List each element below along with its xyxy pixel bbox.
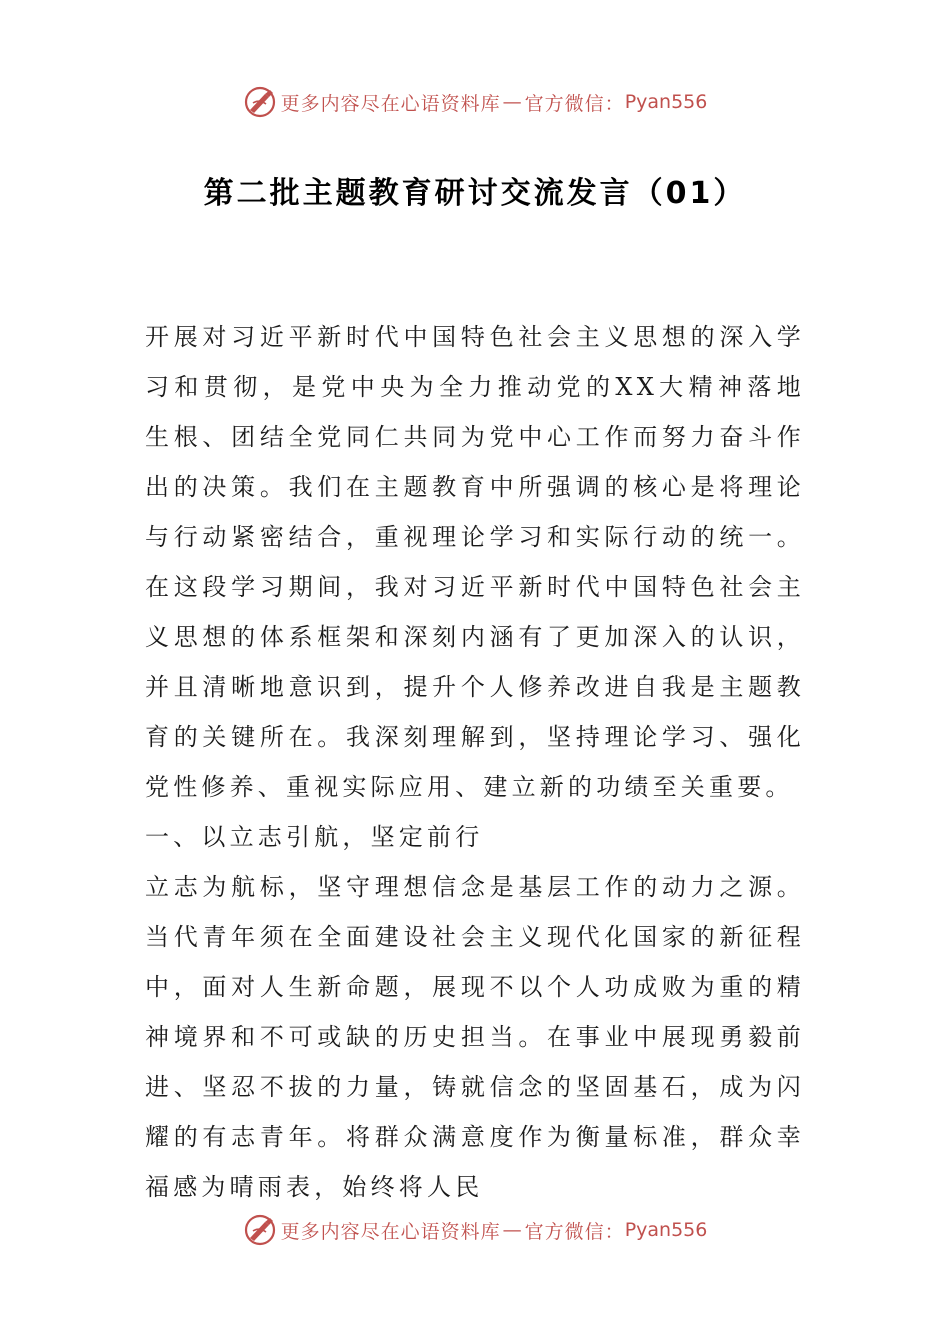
footer-banner	[0, 1210, 950, 1250]
banner-text: 更多内容尽在心语资料库	[280, 1220, 501, 1243]
pen-logo-icon	[243, 85, 277, 119]
banner-dash: —	[502, 1219, 523, 1241]
intro-paragraph: 开展对习近平新时代中国特色社会主义思想的深入学习和贯彻，是党中央为全力推动党的XX大精神落地生根、团结全党同仁共同为党中心工作而努力奋斗作出的决策。我们在主题教育中所强调的核心是将理论与行动紧密结合，重视理论学习和实际行动的统一。在这段学习期间，我对习近平新时代中国特色社会主义思想的体系框架和深刻内涵有了更加深入的认识，并且清晰地意识到，提升个人修养改进自我是主题教育的关键所在。我深刻理解到，坚持理论学习、强化党性修养、重视实际应用、建立新的功绩至关重要。	[145, 323, 805, 801]
banner-dash: —	[502, 91, 523, 113]
section-1-paragraph: 立志为航标，坚守理想信念是基层工作的动力之源。当代青年须在全面建设社会主义现代化国家的新征程中，面对人生新命题，展现不以个人功成败为重的精神境界和不可或缺的历史担当。在事业中展现勇毅前进、坚忍不拔的力量，铸就信念的坚固基石，成为闪耀的有志青年。将群众满意度作为衡量标准，群众幸福感为晴雨表，始终将人民	[145, 873, 805, 1201]
document-body	[145, 312, 805, 1212]
banner-wechat-id: Pyan556	[624, 91, 708, 113]
document-title: 第二批主题教育研讨交流发言（01）	[203, 176, 747, 211]
pen-logo-icon	[243, 1213, 277, 1247]
header-banner	[0, 82, 950, 122]
banner-wechat-label: 官方微信：	[524, 1220, 625, 1243]
banner-wechat-label: 官方微信：	[524, 92, 625, 115]
banner-wechat-id: Pyan556	[624, 1219, 708, 1241]
section-heading-1: 一、以立志引航，坚定前行	[145, 823, 484, 851]
banner-text: 更多内容尽在心语资料库	[280, 92, 501, 115]
